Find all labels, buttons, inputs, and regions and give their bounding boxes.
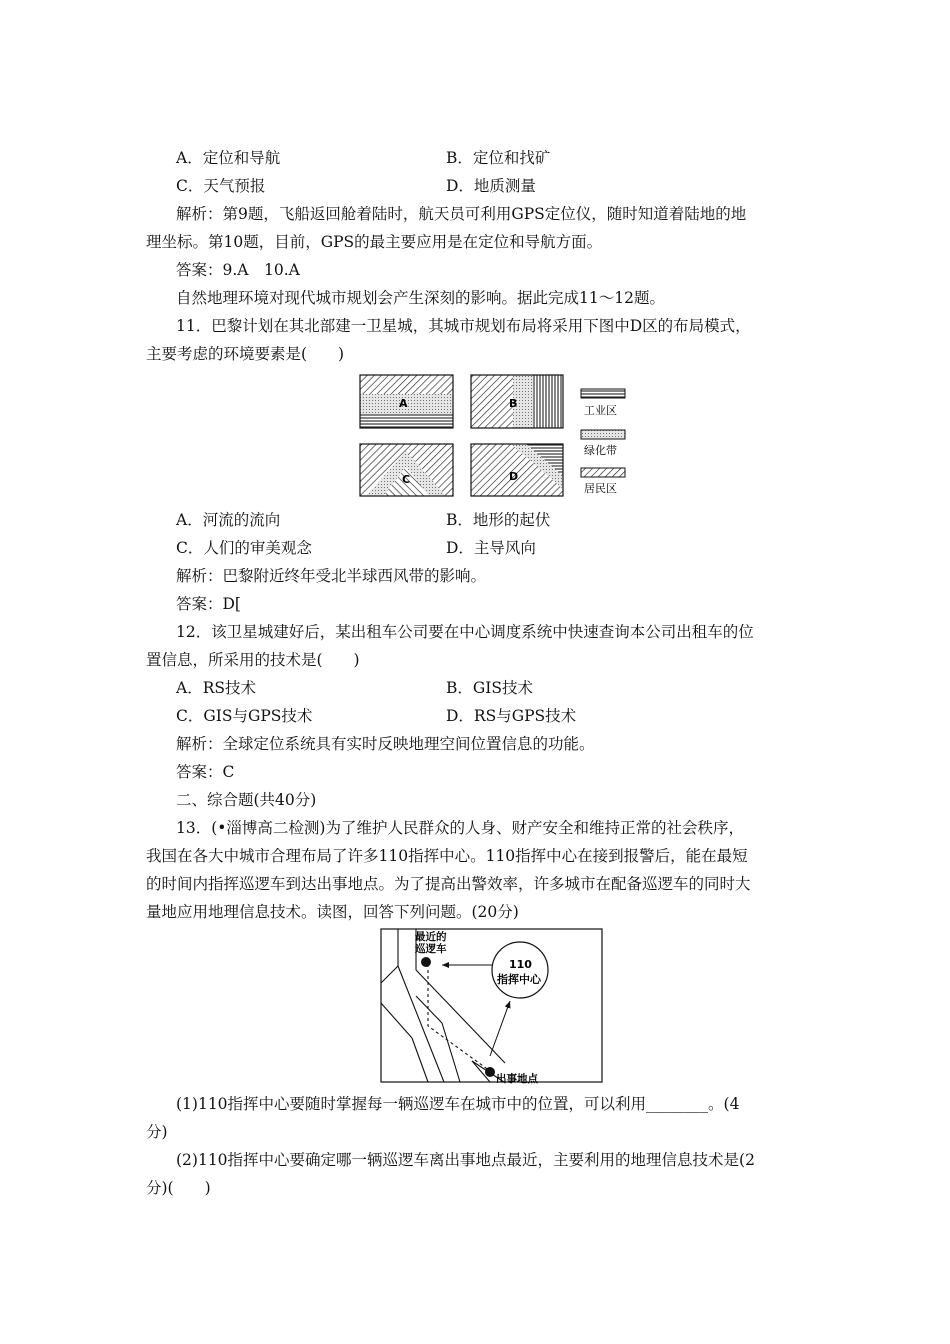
q11-analysis: 解析：巴黎附近终年受北半球西风带的影响。 xyxy=(176,567,487,585)
layout-panel-d xyxy=(471,444,563,496)
panel-d-label: D xyxy=(509,470,519,483)
q12-option-c: C．GIS与GPS技术 xyxy=(176,707,313,725)
q13-sub2-line2: 分)( ) xyxy=(146,1179,211,1197)
section-2-heading: 二、综合题(共40分) xyxy=(176,791,317,809)
command-center-label-line1: 110 xyxy=(509,958,532,971)
patrol-dispatch-figure xyxy=(380,928,604,1084)
q10-option-b: B．定位和找矿 xyxy=(446,149,551,167)
q13-sub1-line1: (1)110指挥中心要随时掌握每一辆巡逻车在城市中的位置，可以利用________。(4 xyxy=(176,1095,740,1113)
legend-greenbelt: 绿化带 xyxy=(584,444,617,457)
incident-marker xyxy=(485,1067,495,1077)
q12-option-b: B．GIS技术 xyxy=(446,679,534,697)
patrol-car-marker xyxy=(421,957,431,967)
patrol-car-label-line2: 巡逻车 xyxy=(415,943,447,955)
panel-c-label: C xyxy=(402,473,411,486)
panel-a-label: A xyxy=(399,397,408,410)
patrol-car-label-line1: 最近的 xyxy=(415,931,447,943)
q10-option-d: D．地质测量 xyxy=(446,177,536,195)
q11-stem-line2: 主要考虑的环境要素是( ) xyxy=(146,345,345,363)
q11-option-b: B．地形的起伏 xyxy=(446,511,551,529)
layout-panel-a xyxy=(360,375,453,428)
panel-b-label: B xyxy=(509,397,518,410)
q13-sub1-line2: 分) xyxy=(146,1123,168,1141)
q9-10-answer: 答案：9.A 10.A xyxy=(176,261,300,279)
q9-10-analysis-line2: 理坐标。第10题，目前，GPS的最主要应用是在定位和导航方面。 xyxy=(146,233,603,251)
q12-option-d: D．RS与GPS技术 xyxy=(446,707,577,725)
q11-option-a: A．河流的流向 xyxy=(176,511,281,529)
q11-answer: 答案：D[ xyxy=(176,595,241,613)
q9-10-analysis-line1: 解析：第9题，飞船返回舱着陆时，航天员可利用GPS定位仪，随时知道着陆地的地 xyxy=(176,205,747,223)
q10-option-c: C．天气预报 xyxy=(176,177,266,195)
q13-stem-line4: 量地应用地理信息技术。读图，回答下列问题。(20分) xyxy=(146,903,519,921)
q13-stem-line3: 的时间内指挥巡逻车到达出事地点。为了提高出警效率，许多城市在配备巡逻车的同时大 xyxy=(146,875,751,893)
incident-label: 出事地点 xyxy=(496,1073,538,1084)
layout-legend xyxy=(581,389,625,495)
q12-option-a: A．RS技术 xyxy=(176,679,256,697)
q11-option-d: D．主导风向 xyxy=(446,539,536,557)
legend-residential: 居民区 xyxy=(584,482,617,495)
layout-panel-c xyxy=(360,444,453,496)
q12-answer: 答案：C xyxy=(176,763,235,781)
q11-option-c: C．人们的审美观念 xyxy=(176,539,312,557)
q12-analysis: 解析：全球定位系统具有实时反映地理空间位置信息的功能。 xyxy=(176,735,595,753)
layout-panel-b xyxy=(471,375,563,428)
q13-sub2-line1: (2)110指挥中心要确定哪一辆巡逻车离出事地点最近，主要利用的地理信息技术是(2 xyxy=(176,1151,755,1169)
q10-option-a: A．定位和导航 xyxy=(176,149,281,167)
q13-stem-line2: 我国在各大中城市合理布局了许多110指挥中心。110指挥中心在接到报警后，能在最短 xyxy=(146,847,748,865)
q11-12-intro: 自然地理环境对现代城市规划会产生深刻的影响。据此完成11～12题。 xyxy=(176,289,665,307)
city-layout-figure xyxy=(356,372,636,498)
command-center-label-line2: 指挥中心 xyxy=(497,973,541,986)
q11-stem-line1: 11．巴黎计划在其北部建一卫星城，其城市规划布局将采用下图中D区的布局模式， xyxy=(176,317,751,335)
q13-stem-line1: 13．(•淄博高二检测)为了维护人民群众的人身、财产安全和维持正常的社会秩序， xyxy=(176,819,744,837)
q12-stem-line2: 置信息，所采用的技术是( ) xyxy=(146,651,360,669)
legend-industrial: 工业区 xyxy=(584,404,617,417)
q12-stem-line1: 12．该卫星城建好后，某出租车公司要在中心调度系统中快速查询本公司出租车的位 xyxy=(176,623,754,641)
